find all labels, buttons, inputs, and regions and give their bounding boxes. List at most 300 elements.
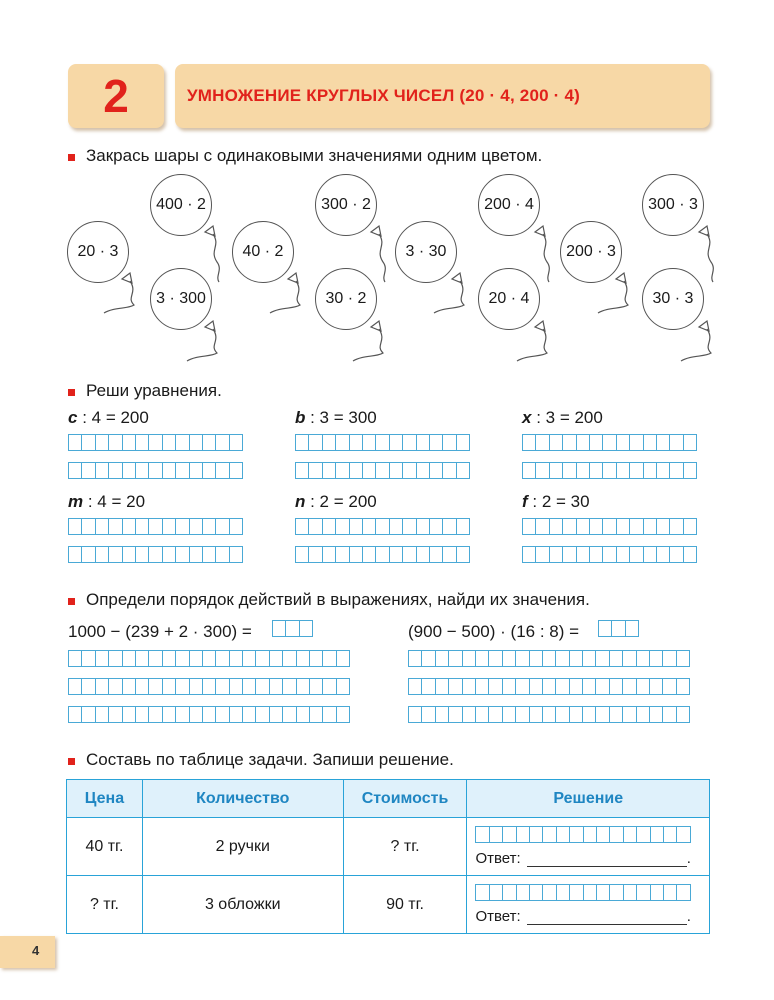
grid-cell[interactable] [421, 706, 435, 723]
grid-cell[interactable] [456, 546, 470, 563]
grid-cell[interactable] [442, 546, 456, 563]
grid-cell[interactable] [308, 462, 322, 479]
grid-cell[interactable] [650, 884, 664, 901]
solution-grid[interactable] [475, 826, 689, 843]
grid-cell[interactable] [562, 462, 576, 479]
grid-cell[interactable] [535, 518, 549, 535]
grid-cell[interactable] [650, 826, 664, 843]
grid-cell[interactable] [535, 434, 549, 451]
grid-cell[interactable] [429, 518, 443, 535]
grid-cell[interactable] [95, 546, 109, 563]
grid-cell[interactable] [189, 434, 203, 451]
grid-cell[interactable] [215, 462, 229, 479]
grid-cell[interactable] [95, 706, 109, 723]
grid-cell[interactable] [408, 650, 422, 667]
grid-cell[interactable] [488, 706, 502, 723]
grid-cell[interactable] [656, 434, 670, 451]
grid-cell[interactable] [555, 706, 569, 723]
grid-cell[interactable] [448, 650, 462, 667]
grid-cell[interactable] [135, 678, 149, 695]
grid-cell[interactable] [308, 546, 322, 563]
grid-cell[interactable] [549, 462, 563, 479]
grid-cell[interactable] [175, 462, 189, 479]
grid-cell[interactable] [202, 434, 216, 451]
grid-cell[interactable] [622, 678, 636, 695]
grid-cell[interactable] [663, 826, 677, 843]
grid-cell[interactable] [656, 546, 670, 563]
grid-cell[interactable] [649, 678, 663, 695]
grid-cell[interactable] [522, 434, 536, 451]
grid-cell[interactable] [122, 462, 136, 479]
grid-cell[interactable] [522, 462, 536, 479]
grid-cell[interactable] [629, 462, 643, 479]
grid-cell[interactable] [242, 706, 256, 723]
grid-cell[interactable] [349, 546, 363, 563]
grid-cell[interactable] [589, 518, 603, 535]
grid-cell[interactable] [448, 706, 462, 723]
balloon[interactable]: 30 · 2 [315, 268, 377, 330]
answer-grid[interactable] [68, 434, 242, 451]
grid-cell[interactable] [515, 706, 529, 723]
grid-cell[interactable] [296, 650, 310, 667]
grid-cell[interactable] [322, 650, 336, 667]
grid-cell[interactable] [282, 706, 296, 723]
grid-cell[interactable] [229, 546, 243, 563]
grid-cell[interactable] [616, 462, 630, 479]
grid-cell[interactable] [676, 678, 690, 695]
answer-grid[interactable] [68, 518, 242, 535]
grid-cell[interactable] [683, 546, 697, 563]
grid-cell[interactable] [162, 546, 176, 563]
grid-cell[interactable] [175, 650, 189, 667]
grid-cell[interactable] [489, 826, 503, 843]
grid-cell[interactable] [662, 650, 676, 667]
grid-cell[interactable] [162, 706, 176, 723]
grid-cell[interactable] [95, 650, 109, 667]
grid-cell[interactable] [122, 546, 136, 563]
grid-cell[interactable] [475, 826, 489, 843]
grid-cell[interactable] [229, 650, 243, 667]
grid-cell[interactable] [516, 826, 530, 843]
grid-cell[interactable] [683, 518, 697, 535]
grid-cell[interactable] [215, 650, 229, 667]
grid-cell[interactable] [175, 518, 189, 535]
grid-cell[interactable] [122, 518, 136, 535]
grid-cell[interactable] [462, 650, 476, 667]
solution-cell[interactable] [467, 818, 710, 876]
grid-cell[interactable] [68, 462, 82, 479]
grid-cell[interactable] [322, 462, 336, 479]
grid-cell[interactable] [502, 706, 516, 723]
grid-cell[interactable] [475, 884, 489, 901]
grid-cell[interactable] [475, 706, 489, 723]
grid-cell[interactable] [135, 462, 149, 479]
grid-cell[interactable] [81, 434, 95, 451]
balloon[interactable]: 3 · 30 [395, 221, 457, 283]
grid-cell[interactable] [421, 650, 435, 667]
answer-grid[interactable] [522, 462, 696, 479]
grid-cell[interactable] [375, 546, 389, 563]
answer-line[interactable]: Ответ: . [475, 850, 691, 867]
grid-cell[interactable] [542, 706, 556, 723]
grid-cell[interactable] [202, 518, 216, 535]
grid-cell[interactable] [549, 546, 563, 563]
grid-cell[interactable] [595, 650, 609, 667]
grid-cell[interactable] [502, 884, 516, 901]
grid-cell[interactable] [122, 434, 136, 451]
grid-cell[interactable] [683, 462, 697, 479]
grid-cell[interactable] [202, 650, 216, 667]
grid-cell[interactable] [623, 884, 637, 901]
grid-cell[interactable] [362, 518, 376, 535]
grid-cell[interactable] [569, 678, 583, 695]
grid-cell[interactable] [535, 462, 549, 479]
answer-line[interactable]: Ответ: . [475, 908, 691, 925]
grid-cell[interactable] [336, 678, 350, 695]
grid-cell[interactable] [656, 462, 670, 479]
grid-cell[interactable] [669, 546, 683, 563]
grid-cell[interactable] [189, 706, 203, 723]
grid-cell[interactable] [389, 434, 403, 451]
grid-cell[interactable] [148, 706, 162, 723]
grid-cell[interactable] [595, 706, 609, 723]
balloon[interactable]: 40 · 2 [232, 221, 294, 283]
grid-cell[interactable] [589, 546, 603, 563]
grid-cell[interactable] [135, 546, 149, 563]
grid-cell[interactable] [282, 650, 296, 667]
grid-cell[interactable] [242, 650, 256, 667]
grid-cell[interactable] [576, 518, 590, 535]
grid-cell[interactable] [189, 546, 203, 563]
grid-cell[interactable] [295, 434, 309, 451]
grid-cell[interactable] [616, 434, 630, 451]
grid-cell[interactable] [569, 650, 583, 667]
grid-cell[interactable] [569, 826, 583, 843]
grid-cell[interactable] [285, 620, 299, 637]
grid-cell[interactable] [629, 434, 643, 451]
grid-cell[interactable] [229, 434, 243, 451]
grid-cell[interactable] [175, 546, 189, 563]
grid-cell[interactable] [122, 678, 136, 695]
grid-cell[interactable] [456, 462, 470, 479]
grid-cell[interactable] [255, 706, 269, 723]
grid-cell[interactable] [108, 462, 122, 479]
grid-cell[interactable] [362, 434, 376, 451]
grid-cell[interactable] [389, 546, 403, 563]
grid-cell[interactable] [442, 462, 456, 479]
grid-cell[interactable] [622, 650, 636, 667]
grid-cell[interactable] [272, 620, 286, 637]
answer-grid[interactable] [295, 434, 469, 451]
grid-cell[interactable] [242, 678, 256, 695]
grid-cell[interactable] [656, 518, 670, 535]
solution-cell[interactable] [467, 876, 710, 934]
grid-cell[interactable] [669, 434, 683, 451]
grid-cell[interactable] [189, 462, 203, 479]
grid-cell[interactable] [421, 678, 435, 695]
grid-cell[interactable] [349, 518, 363, 535]
answer-grid[interactable] [68, 706, 349, 723]
grid-cell[interactable] [108, 678, 122, 695]
grid-cell[interactable] [95, 518, 109, 535]
grid-cell[interactable] [135, 518, 149, 535]
grid-cell[interactable] [408, 678, 422, 695]
grid-cell[interactable] [122, 650, 136, 667]
grid-cell[interactable] [175, 678, 189, 695]
balloon[interactable]: 200 · 4 [478, 174, 540, 236]
grid-cell[interactable] [416, 546, 430, 563]
grid-cell[interactable] [269, 706, 283, 723]
grid-cell[interactable] [669, 462, 683, 479]
grid-cell[interactable] [202, 706, 216, 723]
grid-cell[interactable] [662, 706, 676, 723]
grid-cell[interactable] [609, 826, 623, 843]
grid-cell[interactable] [162, 518, 176, 535]
grid-cell[interactable] [583, 884, 597, 901]
grid-cell[interactable] [583, 826, 597, 843]
grid-cell[interactable] [68, 706, 82, 723]
solution-grid[interactable] [475, 884, 689, 901]
grid-cell[interactable] [529, 706, 543, 723]
grid-cell[interactable] [576, 546, 590, 563]
grid-cell[interactable] [308, 434, 322, 451]
grid-cell[interactable] [676, 650, 690, 667]
grid-cell[interactable] [663, 884, 677, 901]
grid-cell[interactable] [676, 826, 690, 843]
grid-cell[interactable] [175, 434, 189, 451]
balloon[interactable]: 20 · 4 [478, 268, 540, 330]
grid-cell[interactable] [662, 678, 676, 695]
grid-cell[interactable] [562, 518, 576, 535]
grid-cell[interactable] [462, 706, 476, 723]
grid-cell[interactable] [489, 884, 503, 901]
grid-cell[interactable] [522, 546, 536, 563]
grid-cell[interactable] [549, 434, 563, 451]
grid-cell[interactable] [299, 620, 313, 637]
grid-cell[interactable] [295, 546, 309, 563]
grid-cell[interactable] [148, 678, 162, 695]
grid-cell[interactable] [349, 434, 363, 451]
grid-cell[interactable] [255, 650, 269, 667]
grid-cell[interactable] [335, 546, 349, 563]
grid-cell[interactable] [629, 546, 643, 563]
answer-grid[interactable] [68, 650, 349, 667]
grid-cell[interactable] [435, 650, 449, 667]
grid-cell[interactable] [135, 706, 149, 723]
grid-cell[interactable] [542, 884, 556, 901]
grid-cell[interactable] [81, 650, 95, 667]
grid-cell[interactable] [576, 434, 590, 451]
grid-cell[interactable] [309, 678, 323, 695]
grid-cell[interactable] [569, 706, 583, 723]
grid-cell[interactable] [148, 650, 162, 667]
grid-cell[interactable] [456, 434, 470, 451]
grid-cell[interactable] [515, 650, 529, 667]
grid-cell[interactable] [229, 462, 243, 479]
grid-cell[interactable] [95, 462, 109, 479]
grid-cell[interactable] [602, 518, 616, 535]
grid-cell[interactable] [462, 678, 476, 695]
grid-cell[interactable] [81, 518, 95, 535]
grid-cell[interactable] [336, 706, 350, 723]
grid-cell[interactable] [576, 462, 590, 479]
grid-cell[interactable] [135, 650, 149, 667]
grid-cell[interactable] [309, 706, 323, 723]
grid-cell[interactable] [68, 650, 82, 667]
grid-cell[interactable] [215, 546, 229, 563]
grid-cell[interactable] [95, 678, 109, 695]
balloon[interactable]: 20 · 3 [67, 221, 129, 283]
grid-cell[interactable] [135, 434, 149, 451]
grid-cell[interactable] [202, 462, 216, 479]
answer-grid[interactable] [408, 678, 689, 695]
grid-cell[interactable] [336, 650, 350, 667]
grid-cell[interactable] [442, 518, 456, 535]
grid-cell[interactable] [362, 462, 376, 479]
grid-cell[interactable] [625, 620, 639, 637]
grid-cell[interactable] [202, 546, 216, 563]
grid-cell[interactable] [598, 620, 612, 637]
grid-cell[interactable] [609, 884, 623, 901]
grid-cell[interactable] [502, 678, 516, 695]
grid-cell[interactable] [215, 518, 229, 535]
balloon[interactable]: 3 · 300 [150, 268, 212, 330]
grid-cell[interactable] [322, 546, 336, 563]
grid-cell[interactable] [269, 650, 283, 667]
grid-cell[interactable] [488, 650, 502, 667]
grid-cell[interactable] [611, 620, 625, 637]
grid-cell[interactable] [456, 518, 470, 535]
grid-cell[interactable] [595, 678, 609, 695]
grid-cell[interactable] [162, 678, 176, 695]
grid-cell[interactable] [602, 434, 616, 451]
grid-cell[interactable] [81, 706, 95, 723]
grid-cell[interactable] [529, 884, 543, 901]
grid-cell[interactable] [108, 546, 122, 563]
grid-cell[interactable] [349, 462, 363, 479]
grid-cell[interactable] [596, 884, 610, 901]
grid-cell[interactable] [569, 884, 583, 901]
grid-cell[interactable] [202, 678, 216, 695]
grid-cell[interactable] [175, 706, 189, 723]
grid-cell[interactable] [416, 462, 430, 479]
grid-cell[interactable] [556, 826, 570, 843]
answer-grid[interactable] [522, 518, 696, 535]
answer-grid[interactable] [408, 706, 689, 723]
grid-cell[interactable] [636, 650, 650, 667]
grid-cell[interactable] [609, 706, 623, 723]
grid-cell[interactable] [636, 678, 650, 695]
answer-grid[interactable] [68, 546, 242, 563]
grid-cell[interactable] [623, 826, 637, 843]
grid-cell[interactable] [515, 678, 529, 695]
grid-cell[interactable] [402, 434, 416, 451]
grid-cell[interactable] [402, 462, 416, 479]
grid-cell[interactable] [189, 678, 203, 695]
grid-cell[interactable] [475, 678, 489, 695]
grid-cell[interactable] [296, 678, 310, 695]
answer-grid[interactable] [68, 462, 242, 479]
grid-cell[interactable] [636, 884, 650, 901]
grid-cell[interactable] [589, 462, 603, 479]
grid-cell[interactable] [296, 706, 310, 723]
answer-grid[interactable] [68, 678, 349, 695]
balloon[interactable]: 400 · 2 [150, 174, 212, 236]
grid-cell[interactable] [215, 678, 229, 695]
grid-cell[interactable] [189, 650, 203, 667]
grid-cell[interactable] [215, 706, 229, 723]
grid-cell[interactable] [502, 826, 516, 843]
grid-cell[interactable] [475, 650, 489, 667]
grid-cell[interactable] [108, 706, 122, 723]
grid-cell[interactable] [609, 650, 623, 667]
grid-cell[interactable] [522, 518, 536, 535]
grid-cell[interactable] [535, 546, 549, 563]
grid-cell[interactable] [516, 884, 530, 901]
answer-grid[interactable] [295, 518, 469, 535]
grid-cell[interactable] [322, 518, 336, 535]
grid-cell[interactable] [643, 518, 657, 535]
grid-cell[interactable] [229, 706, 243, 723]
grid-cell[interactable] [549, 518, 563, 535]
grid-cell[interactable] [322, 706, 336, 723]
grid-cell[interactable] [609, 678, 623, 695]
grid-cell[interactable] [215, 434, 229, 451]
grid-cell[interactable] [309, 650, 323, 667]
grid-cell[interactable] [81, 678, 95, 695]
grid-cell[interactable] [582, 650, 596, 667]
grid-cell[interactable] [402, 546, 416, 563]
grid-cell[interactable] [589, 434, 603, 451]
balloon[interactable]: 30 · 3 [642, 268, 704, 330]
grid-cell[interactable] [229, 678, 243, 695]
grid-cell[interactable] [542, 678, 556, 695]
grid-cell[interactable] [622, 706, 636, 723]
grid-cell[interactable] [602, 546, 616, 563]
grid-cell[interactable] [68, 678, 82, 695]
grid-cell[interactable] [582, 706, 596, 723]
grid-cell[interactable] [375, 462, 389, 479]
grid-cell[interactable] [435, 678, 449, 695]
grid-cell[interactable] [295, 462, 309, 479]
grid-cell[interactable] [148, 434, 162, 451]
grid-cell[interactable] [95, 434, 109, 451]
grid-cell[interactable] [322, 434, 336, 451]
grid-cell[interactable] [429, 462, 443, 479]
grid-cell[interactable] [502, 650, 516, 667]
balloon[interactable]: 300 · 3 [642, 174, 704, 236]
grid-cell[interactable] [81, 462, 95, 479]
grid-cell[interactable] [389, 462, 403, 479]
grid-cell[interactable] [335, 462, 349, 479]
grid-cell[interactable] [643, 546, 657, 563]
grid-cell[interactable] [429, 546, 443, 563]
answer-grid[interactable] [522, 546, 696, 563]
grid-cell[interactable] [649, 650, 663, 667]
grid-cell[interactable] [488, 678, 502, 695]
grid-cell[interactable] [295, 518, 309, 535]
grid-cell[interactable] [596, 826, 610, 843]
grid-cell[interactable] [375, 518, 389, 535]
grid-cell[interactable] [335, 434, 349, 451]
grid-cell[interactable] [408, 706, 422, 723]
grid-cell[interactable] [442, 434, 456, 451]
result-grid[interactable] [598, 620, 638, 637]
grid-cell[interactable] [389, 518, 403, 535]
grid-cell[interactable] [529, 678, 543, 695]
grid-cell[interactable] [683, 434, 697, 451]
grid-cell[interactable] [375, 434, 389, 451]
